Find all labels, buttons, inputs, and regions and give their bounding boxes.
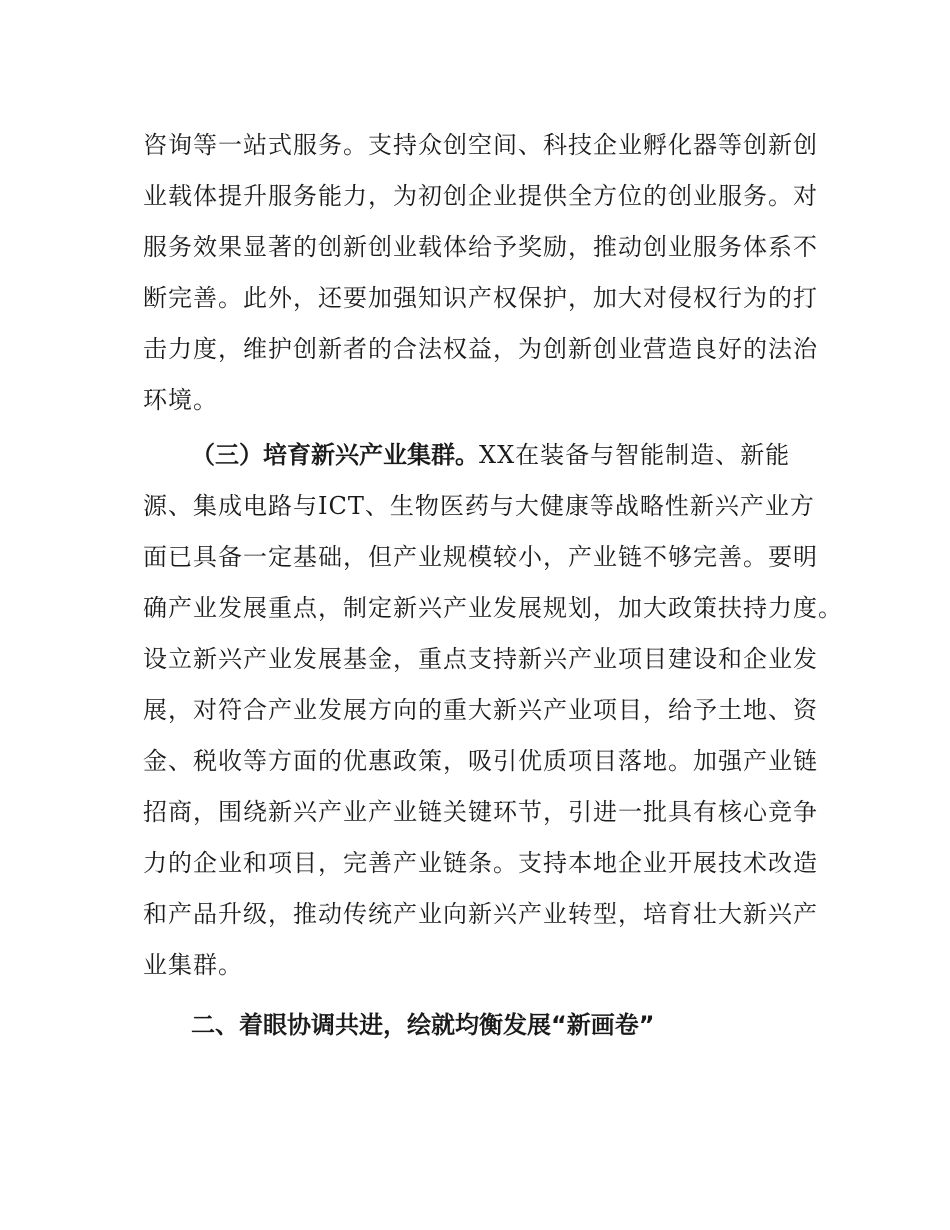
paragraph-line: 力的企业和项目，完善产业链条。支持本地企业开展技术改造 bbox=[143, 849, 818, 877]
paragraph-line: 设立新兴产业发展基金，重点支持新兴产业项目建设和企业发 bbox=[143, 645, 818, 673]
subsection-heading: （三）培育新兴产业集群。 bbox=[191, 441, 479, 469]
paragraph-ip-protection bbox=[143, 120, 823, 426]
paragraph-line: 击力度，维护创新者的合法权益，为创新创业营造良好的法治 bbox=[143, 335, 818, 363]
paragraph-emerging-industries bbox=[143, 430, 843, 991]
paragraph-line: 确产业发展重点，制定新兴产业发展规划，加大政策扶持力度。 bbox=[143, 594, 843, 622]
paragraph-line: 金、税收等方面的优惠政策，吸引优质项目落地。加强产业链 bbox=[143, 747, 818, 775]
paragraph-line: 招商，围绕新兴产业产业链关键环节，引进一批具有核心竞争 bbox=[143, 798, 818, 826]
paragraph-line: 断完善。此外，还要加强知识产权保护，加大对侵权行为的打 bbox=[143, 284, 818, 312]
paragraph-line: 源、集成电路与ICT、生物医药与大健康等战略性新兴产业方 bbox=[143, 492, 815, 520]
paragraph-line: 展，对符合产业发展方向的重大新兴产业项目，给予土地、资 bbox=[143, 696, 818, 724]
paragraph-first-line bbox=[143, 430, 823, 481]
paragraph-line: 环境。 bbox=[143, 386, 218, 414]
paragraph-line: 咨询等一站式服务。支持众创空间、科技企业孵化器等创新创 bbox=[143, 131, 818, 159]
paragraph-line: 业载体提升服务能力，为初创企业提供全方位的创业服务。对 bbox=[143, 182, 818, 210]
paragraph-line: 业集群。 bbox=[143, 951, 243, 979]
paragraph-line-rest: XX在装备与智能制造、新能 bbox=[479, 441, 791, 469]
paragraph-line: 服务效果显著的创新创业载体给予奖励，推动创业服务体系不 bbox=[143, 233, 818, 261]
paragraph-line: 面已具备一定基础，但产业规模较小，产业链不够完善。要明 bbox=[143, 543, 818, 571]
paragraph-line: 和产品升级，推动传统产业向新兴产业转型，培育壮大新兴产 bbox=[143, 900, 818, 928]
section-heading: 二、着眼协调共进，绘就均衡发展“新画卷” bbox=[191, 1011, 655, 1039]
